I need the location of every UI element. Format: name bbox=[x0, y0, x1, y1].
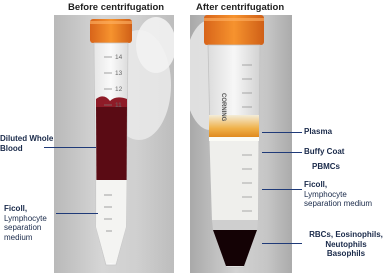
tube-mark-14: 14 bbox=[115, 54, 123, 61]
label-buffy-coat-text: Buffy Coat bbox=[304, 147, 345, 156]
tube-mark-12: 12 bbox=[115, 86, 123, 93]
label-ficoll-left-sub: Lymphocyte separation medium bbox=[4, 213, 47, 242]
label-ficoll-left-title: Ficoll, bbox=[4, 204, 28, 213]
pointer-plasma bbox=[262, 132, 302, 133]
label-pbmcs bbox=[312, 162, 340, 172]
label-cells-line1: RBCs, Eosinophils, bbox=[309, 230, 383, 239]
label-ficoll-left bbox=[4, 204, 60, 242]
label-ficoll-right-title: Ficoll, bbox=[304, 180, 328, 189]
label-buffy-coat bbox=[304, 147, 344, 157]
tube-after-illustration bbox=[190, 15, 292, 273]
label-diluted-whole-blood-text: Diluted Whole Blood bbox=[0, 134, 54, 153]
pointer-ficoll-left bbox=[56, 213, 98, 214]
title-before: Before centrifugation bbox=[68, 2, 165, 13]
label-cells-line3: Basophils bbox=[326, 249, 366, 258]
label-cells bbox=[304, 230, 388, 259]
pointer-diluted-whole-blood bbox=[44, 147, 96, 148]
label-pbmcs-text: PBMCs bbox=[312, 162, 341, 171]
label-plasma bbox=[304, 127, 332, 137]
title-after: After centrifugation bbox=[196, 2, 285, 13]
label-plasma-text: Plasma bbox=[304, 127, 333, 136]
label-ficoll-right bbox=[304, 180, 374, 209]
tube-before-illustration bbox=[54, 15, 174, 273]
tube-mark-13: 13 bbox=[115, 70, 123, 77]
label-diluted-whole-blood bbox=[0, 134, 58, 153]
pointer-ficoll-right bbox=[262, 189, 302, 190]
label-cells-line2: Neutophils bbox=[325, 239, 367, 249]
pointer-cells bbox=[262, 243, 302, 244]
photo-before-centrifugation bbox=[54, 15, 174, 273]
photo-after-centrifugation bbox=[190, 15, 292, 273]
pointer-buffy-coat bbox=[262, 152, 302, 153]
label-ficoll-right-sub: Lymphocyte separation medium bbox=[304, 189, 373, 208]
tube-mark-11: 11 bbox=[115, 102, 122, 109]
tube-brand-text: CORNING bbox=[220, 93, 226, 122]
